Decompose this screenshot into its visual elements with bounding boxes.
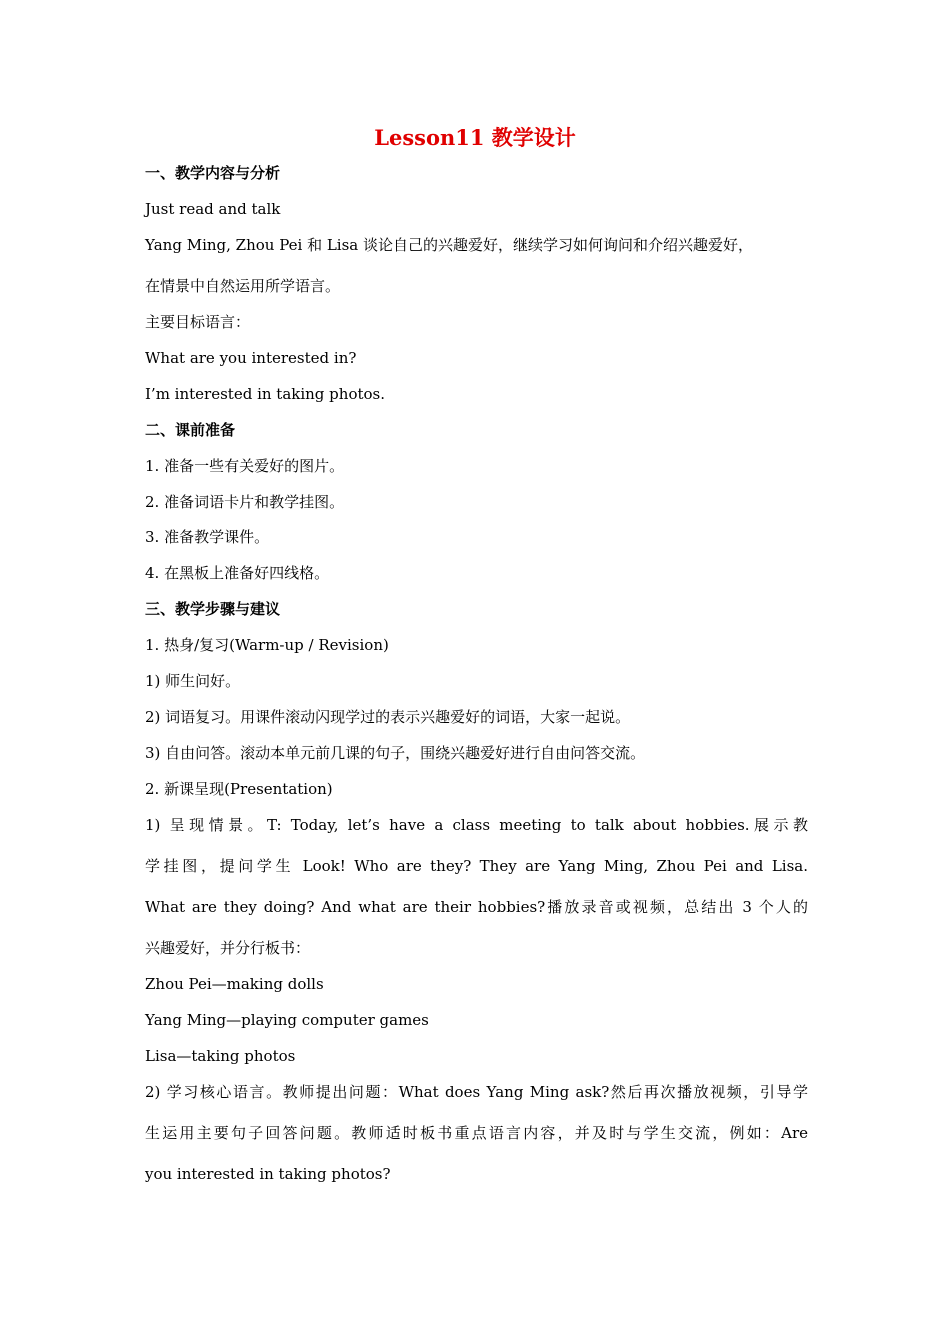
paragraph: Yang Ming, Zhou Pei 和 Lisa 谈论自己的兴趣爱好，继续学习如何询问和介绍兴趣爱好， bbox=[145, 236, 754, 254]
list-item: 2. 准备词语卡片和教学挂图。 bbox=[145, 493, 345, 511]
paragraph: 2) 学习核心语言。教师提出问题：What does Yang Ming ask?然后再次播放视频，引导学 bbox=[145, 1083, 808, 1101]
paragraph: Zhou Pei—making dolls bbox=[145, 975, 324, 993]
paragraph: 2. 新课呈现(Presentation) bbox=[145, 780, 333, 798]
paragraph: 生运用主要句子回答问题。教师适时板书重点语言内容，并及时与学生交流，例如：Are bbox=[145, 1124, 808, 1142]
page-title: Lesson11 教学设计 bbox=[374, 125, 576, 150]
paragraph: 兴趣爱好，并分行板书： bbox=[145, 939, 311, 957]
section-heading-steps: 三、教学步骤与建议 bbox=[145, 600, 281, 618]
list-item: 1. 准备一些有关爱好的图片。 bbox=[145, 457, 345, 475]
section-heading-content: 一、教学内容与分析 bbox=[145, 164, 281, 182]
paragraph: Just read and talk bbox=[145, 200, 281, 218]
paragraph: 1) 呈现情景。T: Today, let’s have a class meeting to talk about hobbies.展示教 bbox=[145, 816, 808, 834]
list-item: 4. 在黑板上准备好四线格。 bbox=[145, 564, 330, 582]
paragraph: What are you interested in? bbox=[145, 349, 357, 367]
paragraph: 1. 热身/复习(Warm-up / Revision) bbox=[145, 636, 389, 654]
section-heading-preparation: 二、课前准备 bbox=[145, 421, 236, 439]
paragraph: Yang Ming—playing computer games bbox=[145, 1011, 429, 1029]
paragraph: 学挂图，提问学生 Look! Who are they? They are Yang Ming, Zhou Pei and Lisa. bbox=[145, 857, 808, 875]
list-item: 3. 准备教学课件。 bbox=[145, 528, 270, 546]
paragraph: 2) 词语复习。用课件滚动闪现学过的表示兴趣爱好的词语，大家一起说。 bbox=[145, 708, 631, 726]
paragraph: 1) 师生问好。 bbox=[145, 672, 241, 690]
paragraph: 在情景中自然运用所学语言。 bbox=[145, 277, 341, 295]
paragraph: 主要目标语言： bbox=[145, 313, 251, 331]
paragraph: What are they doing? And what are their hobbies?播放录音或视频，总结出 3 个人的 bbox=[145, 898, 808, 916]
paragraph: 3) 自由问答。滚动本单元前几课的句子，围绕兴趣爱好进行自由问答交流。 bbox=[145, 744, 646, 762]
paragraph: Lisa—taking photos bbox=[145, 1047, 296, 1065]
paragraph: I’m interested in taking photos. bbox=[145, 385, 385, 403]
paragraph: you interested in taking photos? bbox=[145, 1165, 391, 1183]
